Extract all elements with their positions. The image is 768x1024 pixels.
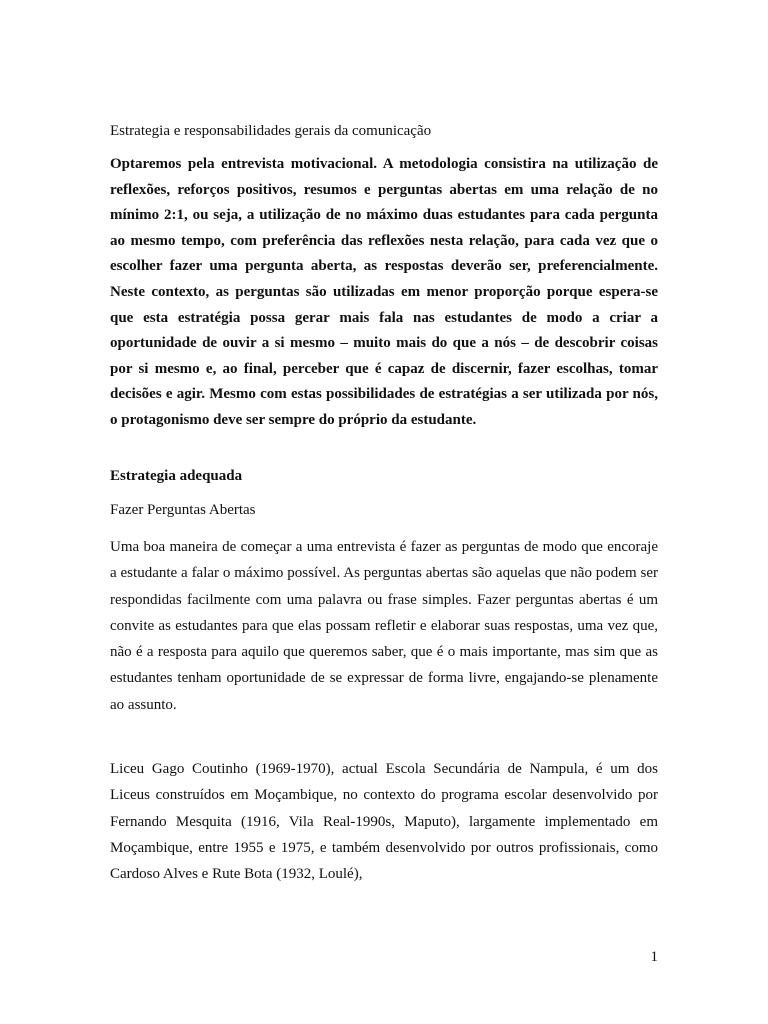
document-title: Estrategia e responsabilidades gerais da comunicação bbox=[110, 123, 432, 139]
section-heading: Estrategia adequada bbox=[110, 468, 243, 484]
page-number: 1 bbox=[650, 949, 658, 965]
paragraph-liceu: Liceu Gago Coutinho (1969-1970), actual Escola Secundária de Nampula, é um dos Liceus construídos em Moçambique, no contexto do programa escolar desenvolvido por Fernando Mesquita (1916, Vila Real-1990s, Maputo), largamente implementado em Moçambique, entre 1955 e 1975, e também desenvolvido por outros profissionais, como Cardoso Alves e Rute Bota (1932, Loulé), bbox=[110, 761, 658, 883]
section-subheading: Fazer Perguntas Abertas bbox=[110, 502, 256, 518]
paragraph-methodology: Optaremos pela entrevista motivacional. A metodologia consistira na utilização de reflexões, reforços positivos, resumos e perguntas abertas em uma relação de no mínimo 2:1, ou seja, a utilização de no máximo duas estudantes para cada pergunta ao mesmo tempo, com preferência das reflexões nesta relação, para cada vez que o escolher fazer uma pergunta aberta, as respostas deverão ser, preferencialmente. Neste contexto, as perguntas são utilizadas em menor proporção porque espera-se que esta estratégia possa gerar mais fala nas estudantes de modo a criar a oportunidade de ouvir a si mesmo – muito mais do que a nós – de descobrir coisas por si mesmo e, ao final, perceber que é capaz de discernir, fazer escolhas, tomar decisões e agir. Mesmo com estas possibilidades de estratégias a ser utilizada por nós, o protagonismo deve ser sempre do próprio da estudante. bbox=[110, 156, 658, 428]
paragraph-open-questions: Uma boa maneira de começar a uma entrevista é fazer as perguntas de modo que encoraje a estudante a falar o máximo possível. As perguntas abertas são aquelas que não podem ser respondidas facilmente com uma palavra ou frase simples. Fazer perguntas abertas é um convite as estudantes para que elas possam refletir e elaborar suas respostas, uma vez que, não é a resposta para aquilo que queremos saber, que é o mais importante, mas sim que as estudantes tenham oportunidade de se expressar de forma livre, engajando-se plenamente ao assunto. bbox=[110, 539, 658, 713]
